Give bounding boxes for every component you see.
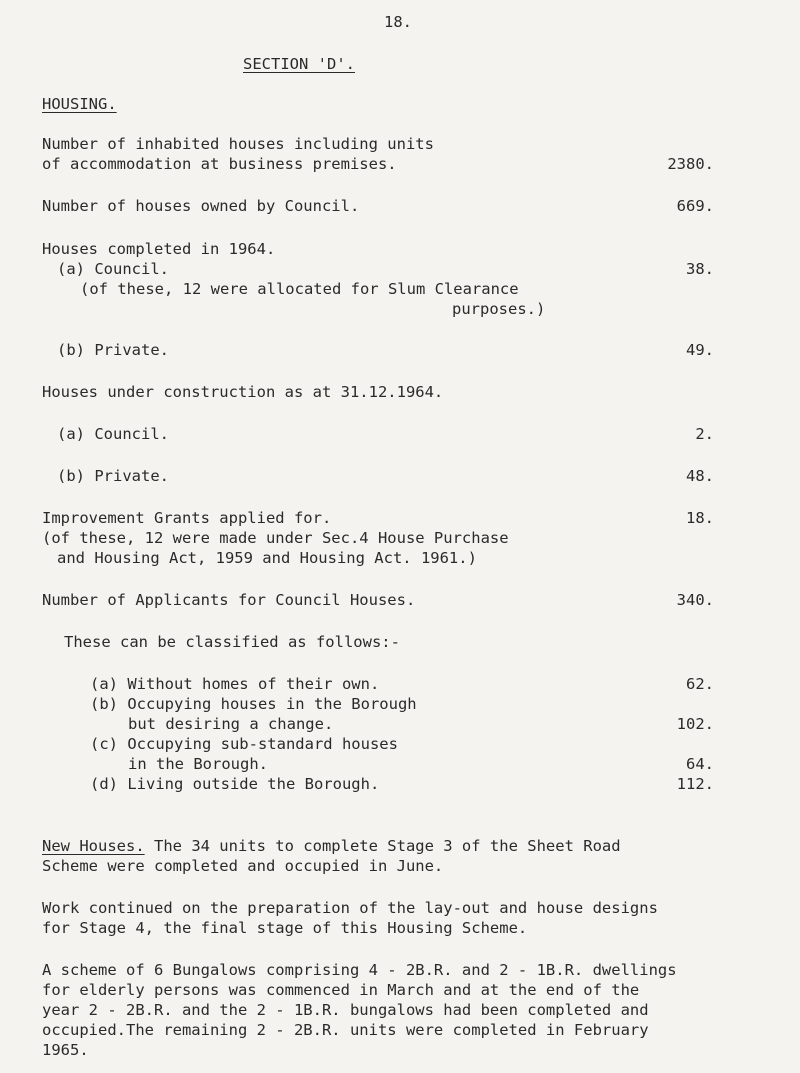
grants-note-line1: (of these, 12 were made under Sec.4 House Purchase — [42, 529, 509, 547]
slum-note-line1: (of these, 12 were allocated for Slum Clearance — [80, 280, 519, 298]
slum-note-line2: purposes.) — [452, 300, 546, 318]
owned-label: Number of houses owned by Council. — [42, 197, 360, 215]
scheme-line2: for elderly persons was commenced in March and at the end of the — [42, 981, 640, 999]
construction-private-value: 48. — [686, 467, 714, 485]
class-b-line2: but desiring a change. — [128, 715, 334, 733]
applicants-label: Number of Applicants for Council Houses. — [42, 591, 416, 609]
class-d-value: 112. — [676, 775, 714, 793]
housing-heading: HOUSING. — [42, 95, 117, 113]
owned-value: 669. — [676, 197, 714, 215]
class-a-label: (a) Without homes of their own. — [90, 675, 380, 693]
work-line2: for Stage 4, the final stage of this Housing Scheme. — [42, 919, 528, 937]
scheme-line1: A scheme of 6 Bungalows comprising 4 - 2B.R. and 2 - 1B.R. dwellings — [42, 961, 677, 979]
work-line1: Work continued on the preparation of the lay-out and house designs — [42, 899, 658, 917]
grants-label: Improvement Grants applied for. — [42, 509, 332, 527]
new-houses-text: The 34 units to complete Stage 3 of the Sheet Road — [144, 837, 621, 855]
grants-note-line2: and Housing Act, 1959 and Housing Act. 1961.) — [57, 549, 477, 567]
scheme-line5: 1965. — [42, 1041, 89, 1059]
scheme-line3: year 2 - 2B.R. and the 2 - 1B.R. bungalows had been completed and — [42, 1001, 649, 1019]
new-houses-heading: New Houses. — [42, 837, 145, 855]
completed-private-label: (b) Private. — [57, 341, 169, 359]
class-c-line1: (c) Occupying sub-standard houses — [90, 735, 398, 753]
completed-council-label: (a) Council. — [57, 260, 169, 278]
completed-private-value: 49. — [686, 341, 714, 359]
section-title: SECTION 'D'. — [243, 55, 355, 73]
inhabited-value: 2380. — [667, 155, 714, 173]
applicants-value: 340. — [676, 591, 714, 609]
grants-value: 18. — [686, 509, 714, 527]
page-number: 18. — [384, 13, 412, 31]
classified-intro: These can be classified as follows:- — [64, 633, 400, 651]
construction-council-value: 2. — [695, 425, 714, 443]
completed-council-value: 38. — [686, 260, 714, 278]
class-b-line1: (b) Occupying houses in the Borough — [90, 695, 417, 713]
class-d-label: (d) Living outside the Borough. — [90, 775, 380, 793]
class-c-value: 64. — [686, 755, 714, 773]
construction-council-label: (a) Council. — [57, 425, 169, 443]
new-houses-paragraph — [42, 836, 621, 856]
class-c-line2: in the Borough. — [128, 755, 268, 773]
inhabited-label-line2: of accommodation at business premises. — [42, 155, 397, 173]
scheme-line4: occupied.The remaining 2 - 2B.R. units were completed in February — [42, 1021, 649, 1039]
construction-private-label: (b) Private. — [57, 467, 169, 485]
class-a-value: 62. — [686, 675, 714, 693]
construction-heading: Houses under construction as at 31.12.1964. — [42, 383, 444, 401]
new-houses-line2: Scheme were completed and occupied in June. — [42, 857, 444, 875]
class-b-value: 102. — [676, 715, 714, 733]
inhabited-label-line1: Number of inhabited houses including units — [42, 135, 434, 153]
completed-heading: Houses completed in 1964. — [42, 240, 276, 258]
